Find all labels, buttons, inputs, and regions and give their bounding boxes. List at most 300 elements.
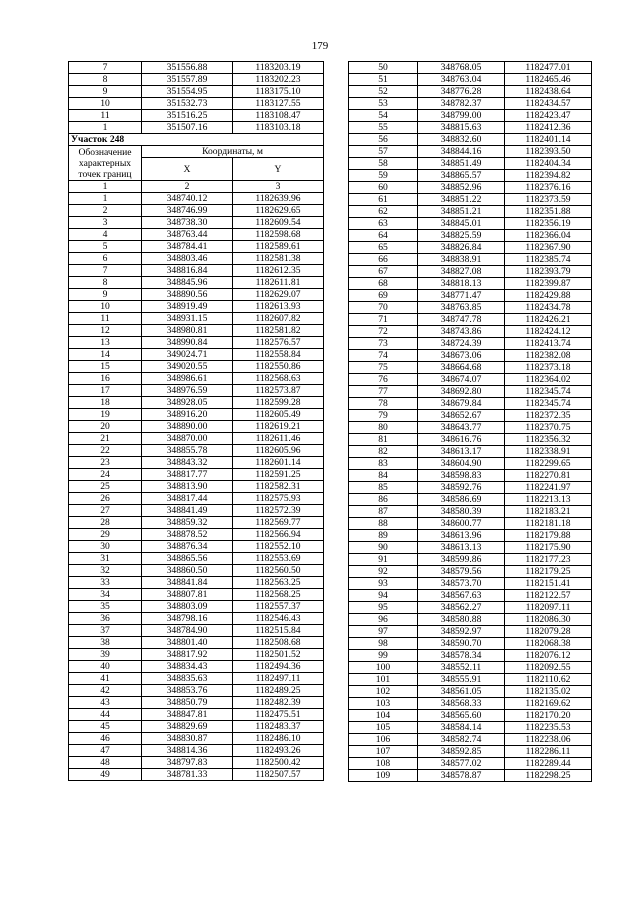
coord-x: 348592.97 bbox=[418, 626, 505, 638]
coord-x: 348845.01 bbox=[418, 218, 505, 230]
coord-y: 1182605.96 bbox=[233, 445, 324, 457]
coord-y: 1182367.90 bbox=[505, 242, 592, 254]
coord-x: 348841.49 bbox=[142, 505, 233, 517]
coord-y: 1182235.53 bbox=[505, 722, 592, 734]
coord-x: 348768.05 bbox=[418, 62, 505, 74]
table-row bbox=[349, 170, 592, 182]
table-row bbox=[69, 277, 324, 289]
point-number: 9 bbox=[69, 289, 142, 301]
coord-x: 348797.83 bbox=[142, 757, 233, 769]
point-number: 79 bbox=[349, 410, 418, 422]
coord-y: 1182393.50 bbox=[505, 146, 592, 158]
coord-y: 1182298.25 bbox=[505, 770, 592, 782]
coord-y: 1182289.44 bbox=[505, 758, 592, 770]
point-number: 58 bbox=[349, 158, 418, 170]
coord-x: 348578.34 bbox=[418, 650, 505, 662]
table-row bbox=[69, 553, 324, 565]
coord-y: 1182382.08 bbox=[505, 350, 592, 362]
coord-y: 1182401.14 bbox=[505, 134, 592, 146]
coord-x: 348552.11 bbox=[418, 662, 505, 674]
coord-y: 1182092.55 bbox=[505, 662, 592, 674]
table-row bbox=[349, 650, 592, 662]
point-number: 9 bbox=[69, 86, 142, 98]
coord-x: 348803.09 bbox=[142, 601, 233, 613]
point-number: 87 bbox=[349, 506, 418, 518]
coord-x: 348825.59 bbox=[418, 230, 505, 242]
point-number: 75 bbox=[349, 362, 418, 374]
table-row bbox=[349, 386, 592, 398]
coord-x: 349020.55 bbox=[142, 361, 233, 373]
table-row bbox=[69, 469, 324, 481]
coord-x: 348580.39 bbox=[418, 506, 505, 518]
point-number: 48 bbox=[69, 757, 142, 769]
coord-y: 1182494.36 bbox=[233, 661, 324, 673]
table-row bbox=[69, 421, 324, 433]
right-data-rows bbox=[349, 62, 592, 782]
table-row bbox=[349, 710, 592, 722]
coord-y: 1182558.84 bbox=[233, 349, 324, 361]
point-number: 37 bbox=[69, 625, 142, 637]
point-number: 66 bbox=[349, 254, 418, 266]
coord-x: 348841.84 bbox=[142, 577, 233, 589]
table-row bbox=[69, 541, 324, 553]
table-row bbox=[69, 193, 324, 205]
table-row bbox=[349, 482, 592, 494]
coord-x: 348586.69 bbox=[418, 494, 505, 506]
coord-x: 348580.88 bbox=[418, 614, 505, 626]
table-row bbox=[349, 74, 592, 86]
coord-x: 348817.44 bbox=[142, 493, 233, 505]
table-row bbox=[69, 337, 324, 349]
point-number: 71 bbox=[349, 314, 418, 326]
table-row bbox=[349, 230, 592, 242]
table-row bbox=[69, 74, 324, 86]
coord-x: 348740.12 bbox=[142, 193, 233, 205]
point-number: 51 bbox=[349, 74, 418, 86]
coord-y: 1182373.59 bbox=[505, 194, 592, 206]
point-number: 35 bbox=[69, 601, 142, 613]
coord-x: 348673.06 bbox=[418, 350, 505, 362]
table-row bbox=[69, 445, 324, 457]
point-number: 28 bbox=[69, 517, 142, 529]
coord-y: 1182619.21 bbox=[233, 421, 324, 433]
coord-x: 348986.61 bbox=[142, 373, 233, 385]
coord-y: 1182566.94 bbox=[233, 529, 324, 541]
table-row bbox=[349, 110, 592, 122]
table-row bbox=[349, 434, 592, 446]
coord-x: 348799.00 bbox=[418, 110, 505, 122]
point-number: 106 bbox=[349, 734, 418, 746]
coord-x: 348674.07 bbox=[418, 374, 505, 386]
coord-y: 1182581.82 bbox=[233, 325, 324, 337]
coord-y: 1182576.57 bbox=[233, 337, 324, 349]
coord-y: 1182179.88 bbox=[505, 530, 592, 542]
coord-y: 1182385.74 bbox=[505, 254, 592, 266]
table-row bbox=[349, 506, 592, 518]
coord-x: 348860.50 bbox=[142, 565, 233, 577]
point-number: 40 bbox=[69, 661, 142, 673]
coord-y: 1182581.38 bbox=[233, 253, 324, 265]
point-number: 15 bbox=[69, 361, 142, 373]
coord-x: 348890.56 bbox=[142, 289, 233, 301]
coord-x: 348876.34 bbox=[142, 541, 233, 553]
table-row bbox=[69, 481, 324, 493]
coord-y: 1182500.42 bbox=[233, 757, 324, 769]
table-row bbox=[69, 349, 324, 361]
coord-y: 1182181.18 bbox=[505, 518, 592, 530]
table-row bbox=[349, 134, 592, 146]
point-number: 2 bbox=[69, 205, 142, 217]
coord-y: 1182507.57 bbox=[233, 769, 324, 781]
point-number: 99 bbox=[349, 650, 418, 662]
coord-x: 348600.77 bbox=[418, 518, 505, 530]
coord-x: 348980.81 bbox=[142, 325, 233, 337]
point-number: 29 bbox=[69, 529, 142, 541]
table-row bbox=[69, 649, 324, 661]
table-row bbox=[349, 182, 592, 194]
table-row bbox=[349, 278, 592, 290]
coord-y: 1182366.04 bbox=[505, 230, 592, 242]
point-number: 94 bbox=[349, 590, 418, 602]
section-title-row bbox=[69, 134, 324, 146]
table-row bbox=[69, 733, 324, 745]
table-row bbox=[69, 253, 324, 265]
coord-y: 1182568.25 bbox=[233, 589, 324, 601]
point-number: 76 bbox=[349, 374, 418, 386]
coord-y: 1182364.02 bbox=[505, 374, 592, 386]
coord-y: 1182434.78 bbox=[505, 302, 592, 314]
coord-x: 348827.08 bbox=[418, 266, 505, 278]
point-number: 24 bbox=[69, 469, 142, 481]
coord-x: 348743.86 bbox=[418, 326, 505, 338]
header-n2: 2 bbox=[142, 181, 233, 193]
table-row bbox=[349, 314, 592, 326]
point-number: 60 bbox=[349, 182, 418, 194]
point-number: 8 bbox=[69, 277, 142, 289]
table-row bbox=[349, 350, 592, 362]
table-row bbox=[69, 613, 324, 625]
point-number: 63 bbox=[349, 218, 418, 230]
coord-y: 1182599.28 bbox=[233, 397, 324, 409]
coord-x: 348826.84 bbox=[418, 242, 505, 254]
coord-x: 348577.02 bbox=[418, 758, 505, 770]
coord-x: 348865.56 bbox=[142, 553, 233, 565]
table-row bbox=[349, 698, 592, 710]
page-number: 179 bbox=[311, 40, 329, 52]
coord-y: 1182068.38 bbox=[505, 638, 592, 650]
point-number: 68 bbox=[349, 278, 418, 290]
coord-y: 1182497.11 bbox=[233, 673, 324, 685]
point-number: 101 bbox=[349, 674, 418, 686]
coord-x: 348844.16 bbox=[418, 146, 505, 158]
table-row bbox=[349, 770, 592, 782]
coord-y: 1182373.18 bbox=[505, 362, 592, 374]
coord-x: 348781.33 bbox=[142, 769, 233, 781]
point-number: 88 bbox=[349, 518, 418, 530]
coord-x: 348567.63 bbox=[418, 590, 505, 602]
coord-y: 1182356.32 bbox=[505, 434, 592, 446]
point-number: 4 bbox=[69, 229, 142, 241]
coord-y: 1182569.77 bbox=[233, 517, 324, 529]
point-number: 65 bbox=[349, 242, 418, 254]
header-numbering-row bbox=[69, 181, 324, 193]
coord-x: 348555.91 bbox=[418, 674, 505, 686]
point-number: 3 bbox=[69, 217, 142, 229]
coord-y: 1182372.35 bbox=[505, 410, 592, 422]
table-row bbox=[69, 229, 324, 241]
coord-x: 351557.89 bbox=[142, 74, 233, 86]
coord-x: 348565.60 bbox=[418, 710, 505, 722]
table-row bbox=[69, 625, 324, 637]
table-row bbox=[69, 301, 324, 313]
coord-y: 1182169.62 bbox=[505, 698, 592, 710]
point-number: 56 bbox=[349, 134, 418, 146]
point-number: 96 bbox=[349, 614, 418, 626]
table-row bbox=[349, 302, 592, 314]
coord-x: 348801.40 bbox=[142, 637, 233, 649]
coord-x: 348829.69 bbox=[142, 721, 233, 733]
table-row bbox=[349, 362, 592, 374]
coord-x: 351516.25 bbox=[142, 110, 233, 122]
point-number: 18 bbox=[69, 397, 142, 409]
coord-x: 348931.15 bbox=[142, 313, 233, 325]
coord-x: 348599.86 bbox=[418, 554, 505, 566]
point-number: 57 bbox=[349, 146, 418, 158]
table-row bbox=[69, 217, 324, 229]
point-number: 46 bbox=[69, 733, 142, 745]
coord-y: 1182270.81 bbox=[505, 470, 592, 482]
table-row bbox=[69, 385, 324, 397]
table-row bbox=[349, 374, 592, 386]
coord-x: 348582.74 bbox=[418, 734, 505, 746]
point-number: 7 bbox=[69, 62, 142, 74]
table-row bbox=[349, 218, 592, 230]
table-row bbox=[349, 530, 592, 542]
point-number: 1 bbox=[69, 122, 142, 134]
point-number: 104 bbox=[349, 710, 418, 722]
table-row bbox=[69, 433, 324, 445]
table-row bbox=[69, 589, 324, 601]
table-row bbox=[349, 458, 592, 470]
table-row bbox=[69, 697, 324, 709]
right-coordinates-table bbox=[348, 61, 592, 782]
point-number: 42 bbox=[69, 685, 142, 697]
table-row bbox=[69, 205, 324, 217]
point-number: 38 bbox=[69, 637, 142, 649]
point-number: 16 bbox=[69, 373, 142, 385]
table-row bbox=[349, 158, 592, 170]
header-n3: 3 bbox=[233, 181, 324, 193]
coord-x: 348579.56 bbox=[418, 566, 505, 578]
coord-x: 348851.49 bbox=[418, 158, 505, 170]
coord-x: 348815.63 bbox=[418, 122, 505, 134]
coord-y: 1182477.01 bbox=[505, 62, 592, 74]
table-row bbox=[69, 289, 324, 301]
table-row bbox=[69, 577, 324, 589]
coord-x: 348813.90 bbox=[142, 481, 233, 493]
coord-y: 1182399.87 bbox=[505, 278, 592, 290]
point-number: 50 bbox=[349, 62, 418, 74]
coord-y: 1182568.63 bbox=[233, 373, 324, 385]
point-number: 108 bbox=[349, 758, 418, 770]
table-row bbox=[69, 122, 324, 134]
coord-x: 348852.96 bbox=[418, 182, 505, 194]
coord-y: 1182489.25 bbox=[233, 685, 324, 697]
coord-x: 348851.21 bbox=[418, 206, 505, 218]
coord-x: 348598.83 bbox=[418, 470, 505, 482]
coord-x: 348747.78 bbox=[418, 314, 505, 326]
coord-x: 348835.63 bbox=[142, 673, 233, 685]
coord-y: 1182412.36 bbox=[505, 122, 592, 134]
table-row bbox=[69, 361, 324, 373]
coord-y: 1182601.14 bbox=[233, 457, 324, 469]
table-row bbox=[69, 673, 324, 685]
point-number: 61 bbox=[349, 194, 418, 206]
point-number: 11 bbox=[69, 110, 142, 122]
coord-x: 348763.04 bbox=[418, 74, 505, 86]
coord-x: 348832.60 bbox=[418, 134, 505, 146]
point-number: 10 bbox=[69, 98, 142, 110]
coord-y: 1182612.35 bbox=[233, 265, 324, 277]
coord-x: 348814.36 bbox=[142, 745, 233, 757]
left-coordinates-table bbox=[68, 61, 324, 781]
table-row bbox=[69, 661, 324, 673]
coord-y: 1182426.21 bbox=[505, 314, 592, 326]
table-row bbox=[349, 470, 592, 482]
table-row bbox=[349, 674, 592, 686]
table-row bbox=[69, 505, 324, 517]
coord-x: 348568.33 bbox=[418, 698, 505, 710]
point-number: 84 bbox=[349, 470, 418, 482]
coord-x: 348816.84 bbox=[142, 265, 233, 277]
coord-y: 1182393.79 bbox=[505, 266, 592, 278]
coord-x: 348890.00 bbox=[142, 421, 233, 433]
table-row bbox=[349, 734, 592, 746]
coord-x: 348763.85 bbox=[418, 302, 505, 314]
coord-y: 1182611.46 bbox=[233, 433, 324, 445]
coord-y: 1182404.34 bbox=[505, 158, 592, 170]
point-number: 43 bbox=[69, 697, 142, 709]
coord-y: 1182550.86 bbox=[233, 361, 324, 373]
coord-x: 348784.90 bbox=[142, 625, 233, 637]
coord-x: 348847.81 bbox=[142, 709, 233, 721]
point-number: 80 bbox=[349, 422, 418, 434]
point-number: 34 bbox=[69, 589, 142, 601]
point-number: 47 bbox=[69, 745, 142, 757]
coord-y: 1183127.55 bbox=[233, 98, 324, 110]
coord-x: 348584.14 bbox=[418, 722, 505, 734]
coord-y: 1182609.54 bbox=[233, 217, 324, 229]
point-number: 100 bbox=[349, 662, 418, 674]
table-row bbox=[69, 709, 324, 721]
coord-x: 348830.87 bbox=[142, 733, 233, 745]
table-row bbox=[69, 745, 324, 757]
coord-x: 348916.20 bbox=[142, 409, 233, 421]
coord-y: 1182560.50 bbox=[233, 565, 324, 577]
coord-y: 1182552.10 bbox=[233, 541, 324, 553]
point-number: 78 bbox=[349, 398, 418, 410]
coord-y: 1182238.06 bbox=[505, 734, 592, 746]
coord-y: 1182475.51 bbox=[233, 709, 324, 721]
coord-y: 1183203.19 bbox=[233, 62, 324, 74]
point-number: 41 bbox=[69, 673, 142, 685]
coord-y: 1182299.65 bbox=[505, 458, 592, 470]
coord-x: 348746.99 bbox=[142, 205, 233, 217]
coord-y: 1182607.82 bbox=[233, 313, 324, 325]
table-row bbox=[349, 662, 592, 674]
coord-y: 1182611.81 bbox=[233, 277, 324, 289]
table-row bbox=[349, 194, 592, 206]
coord-y: 1182613.93 bbox=[233, 301, 324, 313]
point-number: 11 bbox=[69, 313, 142, 325]
table-row bbox=[349, 122, 592, 134]
header-y: Y bbox=[233, 158, 324, 181]
coord-x: 348817.92 bbox=[142, 649, 233, 661]
coord-y: 1183175.10 bbox=[233, 86, 324, 98]
point-number: 70 bbox=[349, 302, 418, 314]
table-row bbox=[69, 565, 324, 577]
coord-y: 1182493.26 bbox=[233, 745, 324, 757]
coord-x: 348616.76 bbox=[418, 434, 505, 446]
coord-x: 348613.17 bbox=[418, 446, 505, 458]
point-number: 90 bbox=[349, 542, 418, 554]
table-row bbox=[69, 637, 324, 649]
point-number: 6 bbox=[69, 253, 142, 265]
point-number: 81 bbox=[349, 434, 418, 446]
coord-y: 1182629.07 bbox=[233, 289, 324, 301]
table-row bbox=[349, 626, 592, 638]
coord-y: 1182110.62 bbox=[505, 674, 592, 686]
coord-y: 1182177.23 bbox=[505, 554, 592, 566]
table-row bbox=[349, 542, 592, 554]
table-row bbox=[69, 769, 324, 781]
coord-x: 348919.49 bbox=[142, 301, 233, 313]
point-number: 83 bbox=[349, 458, 418, 470]
table-row bbox=[69, 86, 324, 98]
table-row bbox=[349, 398, 592, 410]
table-row bbox=[349, 590, 592, 602]
coord-y: 1182598.68 bbox=[233, 229, 324, 241]
table-row bbox=[69, 685, 324, 697]
table-row bbox=[69, 397, 324, 409]
coord-y: 1182135.02 bbox=[505, 686, 592, 698]
table-row bbox=[349, 446, 592, 458]
table-row bbox=[69, 493, 324, 505]
coord-y: 1182605.49 bbox=[233, 409, 324, 421]
coord-x: 348592.85 bbox=[418, 746, 505, 758]
coord-x: 348853.76 bbox=[142, 685, 233, 697]
table-row bbox=[349, 494, 592, 506]
point-number: 7 bbox=[69, 265, 142, 277]
point-number: 14 bbox=[69, 349, 142, 361]
point-number: 74 bbox=[349, 350, 418, 362]
point-number: 31 bbox=[69, 553, 142, 565]
coord-y: 1182122.57 bbox=[505, 590, 592, 602]
coord-y: 1182629.65 bbox=[233, 205, 324, 217]
coord-y: 1182563.25 bbox=[233, 577, 324, 589]
table-row bbox=[349, 686, 592, 698]
coord-y: 1182413.74 bbox=[505, 338, 592, 350]
table-row bbox=[69, 110, 324, 122]
coord-x: 348865.57 bbox=[418, 170, 505, 182]
point-number: 73 bbox=[349, 338, 418, 350]
point-number: 10 bbox=[69, 301, 142, 313]
table-row bbox=[349, 554, 592, 566]
table-row bbox=[349, 86, 592, 98]
coord-y: 1182591.25 bbox=[233, 469, 324, 481]
point-number: 105 bbox=[349, 722, 418, 734]
point-number: 107 bbox=[349, 746, 418, 758]
